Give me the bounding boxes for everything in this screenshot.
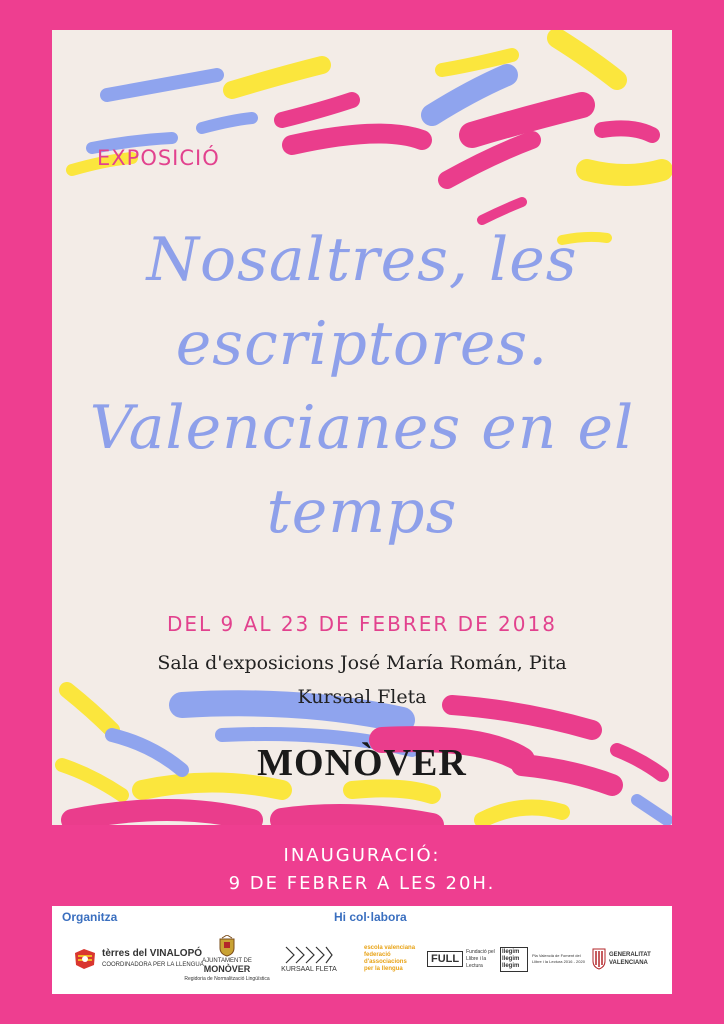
sponsor-strip [52, 906, 672, 994]
exhibition-title [52, 218, 672, 554]
ajuntament-city: MONÒVER [203, 964, 251, 974]
terres-vinalopo-icon [72, 947, 98, 971]
title-line: Valencianes en el [89, 393, 635, 463]
kursaal-fleta-logo [277, 930, 341, 988]
ajuntament-sub: Regidoria de Normalització Lingüística [184, 976, 270, 982]
fundacio-mark: FULL [427, 951, 463, 967]
poster-panel [52, 30, 672, 825]
generalitat-logo [592, 930, 655, 988]
venue-line: Sala d'exposicions José María Román, Pita [157, 652, 567, 674]
kursaal-name: KURSAAL FLETA [281, 966, 337, 973]
organizes-label: Organitza [62, 910, 118, 924]
kursaal-pattern-icon [284, 943, 334, 965]
generalitat-name: GENERALITAT VALENCIANA [609, 952, 651, 966]
generalitat-shield-icon [592, 948, 606, 970]
collaborates-label: Hi col·labora [334, 910, 407, 924]
llegim-mark: llegim llegim llegim [500, 947, 528, 972]
city-name: MONÒVER [257, 742, 467, 784]
ajuntament-name: AJUNTAMENT DE [202, 958, 252, 964]
title-line: Nosaltres, les [146, 225, 578, 295]
ajuntament-monover-logo [177, 930, 277, 988]
terres-name: tèrres del VINALOPÓ [102, 947, 203, 959]
opening-info [0, 842, 724, 898]
venue-line: Kursaal Fleta [297, 686, 427, 708]
opening-label: INAUGURACIÓ: [283, 845, 441, 866]
venue [52, 646, 672, 714]
opening-datetime: 9 DE FEBRER A LES 20H. [228, 873, 496, 894]
fundacio-llibre-logo [427, 930, 500, 988]
terres-sub: COORDINADORA PER LA LLENGUA [102, 961, 204, 968]
escola-valenciana-logo [364, 930, 416, 988]
llegim-logo [500, 930, 588, 988]
fundacio-name: Fundació pel Llibre i la Lectura [466, 948, 495, 969]
title-line: temps [266, 477, 458, 547]
title-line: escriptores. [175, 309, 549, 379]
coat-of-arms-icon [218, 935, 236, 957]
llegim-name: Pla Valencià de Foment del Llibre i la Lectura 2016 - 2020 [532, 953, 585, 964]
escola-name: escola valenciana federació d'associacions per la llengua [364, 945, 416, 972]
exhibition-dates: DEL 9 AL 23 DE FEBRER DE 2018 [167, 612, 557, 636]
exhibition-label: EXPOSICIÓ [97, 146, 220, 170]
